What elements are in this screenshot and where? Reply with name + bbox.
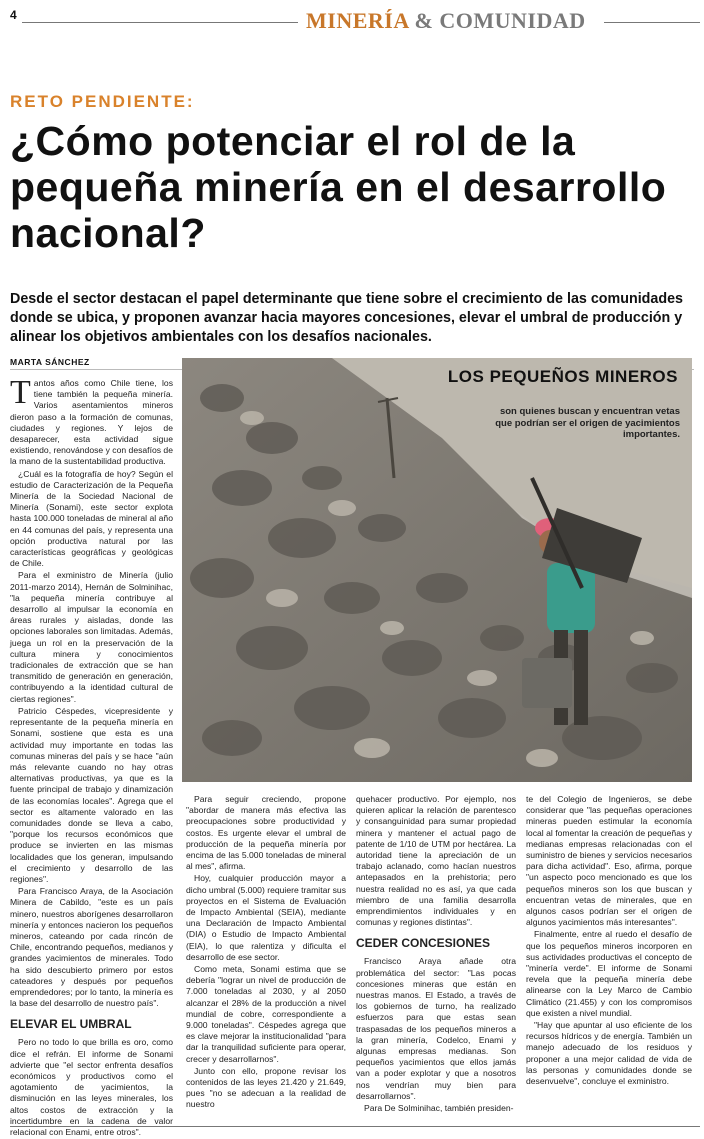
col1-paragraph-6: Pero no todo lo que brilla es oro, como dice el refrán. El informe de Sonami advierte que "el sector enfrenta desafíos económicos y productivos como el agotamiento de yacimientos, la disminución en las leyes minerales, los altos costos de extracción y la incertidumbre en la cadena de valor relacional con Enami, entre otros".	[10, 1037, 173, 1137]
section-title	[306, 8, 586, 34]
col3-paragraph-2: Francisco Araya añade otra problemática del sector: "Las pocas concesiones mineras que están en nuestras manos. El Estado, a través de los gobiernos de turno, ha realizado esfuerzos para que estas sean traspasadas de los pequeños mineros a la gran minería, Codelco, Enami y algunas empresas medianas. Son pequeños yacimientos que ellos jamás van a poder explotar y que a nosotros nos vendrían muy bien para desarrollarnos".	[356, 956, 516, 1101]
col3-paragraph-3: Para De Solminihac, también presiden-	[364, 1103, 514, 1114]
header-rule-left	[22, 22, 298, 23]
col4-paragraph-2: Finalmente, entre al ruedo el desafío de que los pequeños mineros incorporen en sus actividades productivas el concepto de "minería verde". El informe de Sonami revela que la pequeña minería debe alinearse con la Ley Marco de Cambio Climático (21.455) y con los compromisos que existen a nivel mundial.	[526, 929, 692, 1018]
col2-paragraph-2: Hoy, cualquier producción mayor a dicho umbral (5.000) requiere tramitar sus proyectos en el Sistema de Evaluación de Impacto Ambiental (SEIA), mediante una Declaración de Impacto Ambiental (DIA) o Estudio de Impacto Ambiental (EIA), lo que ralentiza y dificulta el desarrollo de ese sector.	[186, 873, 347, 962]
col2-paragraph-3: Como meta, Sonami estima que se debería "lograr un nivel de producción de 7.000 toneladas al 2030, y al 2050 alcanzar el 28% de la producción a nivel mundial de cobre, correspondiente a 9.000 toneladas". Céspedes agrega que es clave mejorar la institucionalidad "para dar la tranquilidad suficiente para operar, crecer y desarrollarnos".	[186, 964, 346, 1064]
article-column-1	[10, 374, 173, 1139]
article-deck: Desde el sector destacan el papel determinante que tiene sobre el crecimiento de las comunidades donde se ubica, y proponen avanzar hacia mayores concesiones, elevar el umbral de producción y alinear los objetivos ambientales con los desafíos nacionales.	[10, 291, 683, 345]
subhead-elevar-umbral: ELEVAR EL UMBRAL	[10, 1017, 132, 1032]
section-title-part1: MINERÍA	[306, 8, 409, 33]
miner-photo	[182, 358, 692, 782]
col2-paragraph-1: Para seguir creciendo, propone "abordar de manera más efectiva las preocupaciones sobre productividad y costos. Es urgente elevar el umbral de producción de la pequeña minería por encima de las 5.000 toneladas de mineral al mes", afirma.	[186, 794, 346, 872]
col1-paragraph-2: ¿Cuál es la fotografía de hoy? Según el estudio de Caracterización de la Pequeña Minería de la Sociedad Nacional de Minería (Sonami), este sector explota hasta 100.000 toneladas de mineral al año en 44 comunas del país, y representa una opción productiva natural por las características geográficas y geológicas de Chile.	[10, 468, 173, 569]
article-byline: MARTA SÁNCHEZ	[10, 357, 90, 367]
page-number: 4	[10, 8, 17, 22]
subhead-ceder-concesiones: CEDER CONCESIONES	[356, 936, 491, 951]
article-column-3	[356, 794, 516, 1115]
col4-paragraph-3: "Hay que apuntar al uso eficiente de los recursos hídricos y de energía. También un manejo adecuado de los residuos y proponer a una mejor calidad de vida de las personas y comunidades donde se desenvuelve", concluye el exministro.	[526, 1020, 692, 1087]
footer-rule	[10, 1126, 700, 1127]
article-column-4	[526, 794, 692, 1088]
col2-paragraph-4: Junto con ello, propone revisar los contenidos de las leyes 21.420 y 21.649, pues "no se adecuan a la realidad de nuestro	[186, 1065, 346, 1110]
col4-paragraph-1: te del Colegio de Ingenieros, se debe considerar que "las pequeñas operaciones mineras pueden estimular la economía local al fomentar la creación de pequeñas y medianas empresas relacionadas con el suministro de bienes y servicios necesarios para dicha actividad". Eso, afirma, porque "un aspecto poco mencionado es que los pequeños mineros son los que buscan y encuentran vetas de minerales, que en algunos casos podrían ser el origen de algunos yacimientos más interesantes".	[526, 794, 692, 928]
page-header	[0, 0, 704, 44]
col1-paragraph-3: Para el exministro de Minería (julio 2011-marzo 2014), Hernán de Solminihac, "la pequeña minería contribuye al desarrollo al impulsar la economía en áreas rurales y aisladas, donde las opciones laborales son limitadas. Además, juega un rol en la preservación de la cultura minera y conocimientos tradicionales de extracción que se han transmitido de generación en generación, contribuyendo a la identidad cultural de ciertas regiones".	[10, 570, 173, 704]
col1-paragraph-1: Tantos años como Chile tiene, los tiene también la pequeña minería. Varios asentamientos mineros dieron paso a la formación de comunas, ciudades y regiones. Y lejos de desaparecer, esta actividad sigue existiendo, renovándose y con desafíos de la mano de la sustentabilidad productiva.	[10, 374, 173, 467]
header-rule-right	[604, 22, 700, 23]
article-headline: ¿Cómo potenciar el rol de la pequeña minería en el desarrollo nacional?	[10, 118, 667, 256]
article-kicker: RETO PENDIENTE:	[10, 92, 195, 111]
col1-paragraph-4: Patricio Céspedes, vicepresidente y representante de la pequeña minería en Sonami, sostiene que esta es una actividad muy importante en todas las comunas mineras del país y se hace "aún más relevante cuando no hay otras alternativas productivas, ya que es la fuente principal de trabajo y dinamización de las economías locales". Agrega que el sector es altamente valorado en las comunidades donde se lleva a cabo, "porque los recursos económicos que produce se invierten en las mismas localidades que los generan, impulsando el crecimiento y desarrollo de las regiones".	[10, 705, 173, 884]
photo-caption-title: LOS PEQUEÑOS MINEROS	[447, 367, 678, 386]
photo-caption-body: son quienes buscan y encuentran vetas que podrían ser el origen de yacimientos importantes.	[495, 406, 680, 440]
col3-paragraph-1: quehacer productivo. Por ejemplo, nos quieren aplicar la relación de parentesco y consanguinidad para sumar propiedad minera y mantener el actual pago de patente de 1/10 de UTM por hectárea. La autoridad tiene la apreciación de un trabajo aclanado, como hacían nuestros antepasados en la prehistoria; pero nuestra realidad no es así, ya que cada miembro de una familia desarrolla emprendimientos individuales y en comunas y regiones distintas".	[356, 794, 516, 928]
article-column-2	[186, 794, 346, 1112]
section-title-amp: &	[414, 8, 434, 33]
col1-paragraph-5: Para Francisco Araya, de la Asociación Minera de Cabildo, "este es un país minero, nuestros aborígenes desarrollaron minería y entonces nacieron los pequeños mineros, cateando por cada rincón de Chile, encontrando pequeños, medianos y grandes yacimientos de minerales. Todo ha sido descubierto primero por estos cateadores y después por pequeños emprendedores; por lo tanto, la minería es la base del desarrollo de nuestro país".	[10, 886, 173, 1009]
section-title-part2: COMUNIDAD	[439, 8, 586, 33]
